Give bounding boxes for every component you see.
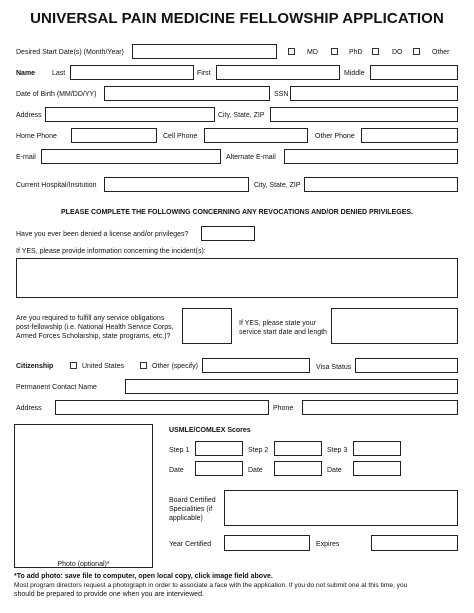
permanent-phone-label: Phone [273,405,294,412]
citizenship-other-input[interactable] [202,358,310,373]
step2-label: Step 2 [248,447,269,454]
step2-input[interactable] [274,441,322,456]
photo-instructions: *To add photo: save file to computer, open local copy, click image field above. [14,573,273,580]
other-degree-label: Other [432,49,450,56]
incident-details-textarea[interactable] [16,258,458,298]
other-citizen-checkbox[interactable] [140,362,147,369]
year-certified-label: Year Certified [169,541,212,548]
ssn-input[interactable] [290,86,458,101]
obligations-line2: post-fellowship (i.e. National Health Service Corps, [16,324,174,331]
first-name-label: First [197,70,211,77]
board-specialities-textarea[interactable] [224,490,458,526]
denied-answer-input[interactable] [201,226,255,241]
last-name-input[interactable] [70,65,194,80]
address-input[interactable] [45,107,215,122]
middle-name-label: Middle [344,70,365,77]
name-label: Name [16,70,36,77]
photo-note-line2: should be prepared to provide one when you are interviewed. [14,591,204,598]
start-date-label: Desired Start Date(s) (Month/Year) [16,49,124,56]
board-certified-line3: applicable) [169,515,203,522]
city-label: City, State, ZIP [218,112,265,119]
start-date-input[interactable] [132,44,277,59]
city-input[interactable] [270,107,458,122]
revocation-heading: PLEASE COMPLETE THE FOLLOWING CONCERNING ANY REVOCATIONS AND/OR DENIED PRIVILEGES. [61,209,413,216]
permanent-address-label: Address [16,405,42,412]
permanent-address-input[interactable] [55,400,269,415]
email-label: E-mail [16,154,36,161]
visa-status-input[interactable] [355,358,458,373]
year-certified-input[interactable] [224,535,310,551]
do-checkbox[interactable] [372,48,379,55]
hospital-label: Current Hospital/Insitution [16,182,97,189]
md-checkbox[interactable] [288,48,295,55]
hospital-city-label: City, State, ZIP [254,182,301,189]
us-citizen-label: United States [82,363,125,370]
dob-input[interactable] [104,86,270,101]
phd-label: PhD [349,49,363,56]
permanent-contact-label: Permanent Contact Name [16,384,97,391]
board-certified-line1: Board Certified [169,497,216,504]
hospital-input[interactable] [104,177,249,192]
step1-input[interactable] [195,441,243,456]
obligations-ifyes-line1: If YES, please state your [239,320,316,327]
obligations-line3: Armed Forces Scholarship, state programs, etc.)? [16,333,171,340]
obligations-ifyes-line2: service start date and length [239,329,327,336]
step3-date-input[interactable] [353,461,401,476]
last-name-label: Last [52,70,66,77]
ssn-label: SSN [274,91,289,98]
photo-label: Photo (optional)* [57,561,110,568]
page-title: UNIVERSAL PAIN MEDICINE FELLOWSHIP APPLICATION [30,10,444,27]
permanent-phone-input[interactable] [302,400,458,415]
obligations-line1: Are you required to fulfill any service obligations [16,315,165,322]
middle-name-input[interactable] [370,65,458,80]
step1-date-input[interactable] [195,461,243,476]
step3-label: Step 3 [327,447,348,454]
phd-checkbox[interactable] [331,48,338,55]
obligations-answer-input[interactable] [182,308,232,344]
denied-question: Have you ever been denied a license and/or privileges? [16,231,189,238]
other-phone-label: Other Phone [315,133,355,140]
cell-phone-label: Cell Phone [163,133,198,140]
step2-date-label: Date [248,467,263,474]
step3-date-label: Date [327,467,342,474]
scores-heading: USMLE/COMLEX Scores [169,427,251,434]
email-input[interactable] [41,149,221,164]
board-certified-line2: Specialities (if [169,506,213,513]
step3-input[interactable] [353,441,401,456]
us-citizen-checkbox[interactable] [70,362,77,369]
dob-label: Date of Birth (MM/DD/YY) [16,91,97,98]
permanent-contact-input[interactable] [125,379,458,394]
other-citizen-label: Other (specify) [152,363,198,370]
home-phone-input[interactable] [71,128,157,143]
home-phone-label: Home Phone [16,133,57,140]
step2-date-input[interactable] [274,461,322,476]
denied-followup-label: If YES, please provide information concerning the incident(s): [16,248,206,255]
do-label: DO [392,49,403,56]
photo-field[interactable] [14,424,153,568]
alt-email-label: Alternate E-mail [226,154,276,161]
alt-email-input[interactable] [284,149,458,164]
service-start-textarea[interactable] [331,308,458,344]
hospital-city-input[interactable] [304,177,458,192]
address-label: Address [16,112,42,119]
expires-input[interactable] [371,535,458,551]
md-label: MD [307,49,318,56]
photo-note-line1: Most program directors request a photograph in order to associate a face with the application. If you do not submit one at this time, you [14,582,408,589]
cell-phone-input[interactable] [204,128,308,143]
other-degree-checkbox[interactable] [413,48,420,55]
expires-label: Expires [316,541,340,548]
other-phone-input[interactable] [361,128,458,143]
visa-status-label: Visa Status [316,364,352,371]
step1-date-label: Date [169,467,184,474]
step1-label: Step 1 [169,447,190,454]
first-name-input[interactable] [216,65,340,80]
citizenship-label: Citizenship [16,363,54,370]
